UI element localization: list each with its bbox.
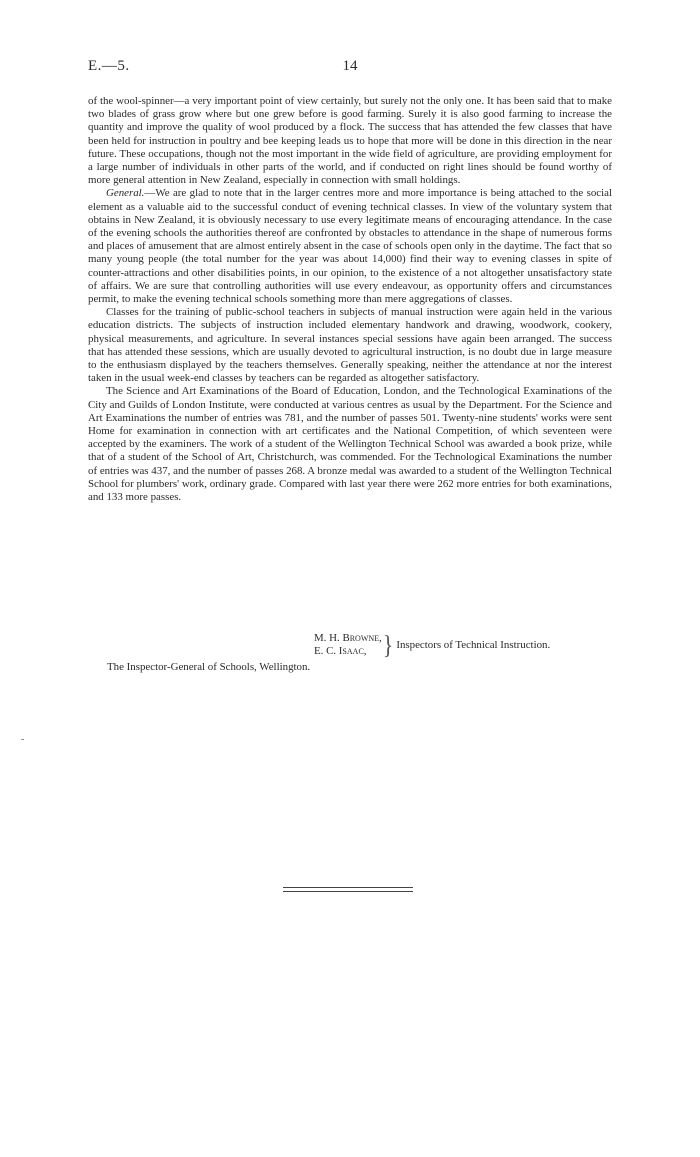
signature-block [314,629,634,660]
document-reference: E.—5. [88,58,130,74]
paragraph-examinations [88,385,612,504]
report-body [88,95,612,504]
brace-glyph: } [382,629,394,660]
paragraph-text: —We are glad to note that in the larger centres more and more importance is being attached to the social element as a valuable aid to the successful conduct of evening technical classes. In view of the voluntary system that obtains in New Zealand, it is obviously necessary to use every legitimate means of encouraging attendance. In the case of the evening schools the authorities thereof are confronted by obstacles to attendance in the shape of numerous forms and places of amusement that are almost entirely absent in the case of schools open only in the daytime. The fact that so many young people (the total number for the year was about 14,000) find their way to evening classes in spite of counter-attractions and other disabilities points, in our opinion, to the existence of a not altogether unsatisfactory state of affairs. We are sure that controlling authorities will use every endeavour, as opportunity offers and circumstances permit, to make the evening technical schools something more than mere aggregations of classes. [88,187,612,306]
paragraph-lead: General. [106,187,145,200]
footer-rule [283,887,413,892]
paragraph-wool-farming [88,95,612,187]
signatory-browne: M. H. Browne, [314,632,382,644]
signatory-isaac: E. C. Isaac, [314,645,367,658]
margin-mark [21,739,24,740]
paragraph-teacher-classes [88,306,612,385]
paragraph-text: The Science and Art Examinations of the Board of Education, London, and the Technological Examinations of the City and Guilds of London Institute, were conducted at various centres as usual by the Department. For the Science and Art Examinations the number of entries was 781, and the number of passes 501. Twenty-nine students' works were sent Home for examination in connection with art certificates and the National Competition, of which seventeen were accepted by the examiners. The work of a student of the Wellington Technical School was awarded a book prize, while that of a student of the School of Art, Christchurch, was commended. For the Technological Examinations the number of entries was 437, and the number of passes 268. A bronze medal was awarded to a student of the Wellington Technical School for plumbers' work, ordinary grade. Compared with last year there were 262 more entries for both examinations, and 133 more passes. [88,385,612,504]
paragraph-text: Classes for the training of public-school teachers in subjects of manual instruction were again held in the various education districts. The subjects of instruction included elementary handwork and drawing, woodwork, cookery, physical measurements, and agriculture. In several instances special sessions have again been arranged. The success that has attended these sessions, which are usually devoted to agricultural instruction, is no doubt due in large measure to the enthusiasm displayed by the teachers themselves. Generally speaking, neither the attendance at nor the interest taken in the usual week-end classes by teachers can be regarded as altogether satisfactory. [88,306,612,385]
addressee: The Inspector-General of Schools, Wellington. [107,661,311,673]
page-number: 14 [342,58,358,74]
paragraph-text: of the wool-spinner—a very important point of view certainly, but surely not the only one. It has been said that to make two blades of grass grow where but one grew before is good farming. Surely it is also good farming to increase the quantity and improve the quality of wool produced by a flock. The success that has attended the few classes that have been held for instruction in poultry and bee keeping leads us to hope that more will be done in this direction in the near future. These occupations, though not the most important in the wide field of agriculture, are providing employment for a large number of individuals in other parts of the world, and if conducted on right lines should be found worthy of more general attention in New Zealand, especially in connection with small holdings. [88,95,612,187]
page-header [88,58,612,82]
signatory-title: Inspectors of Technical Instruction. [396,638,551,651]
paragraph-general [88,187,612,306]
signatory-names [314,632,382,658]
